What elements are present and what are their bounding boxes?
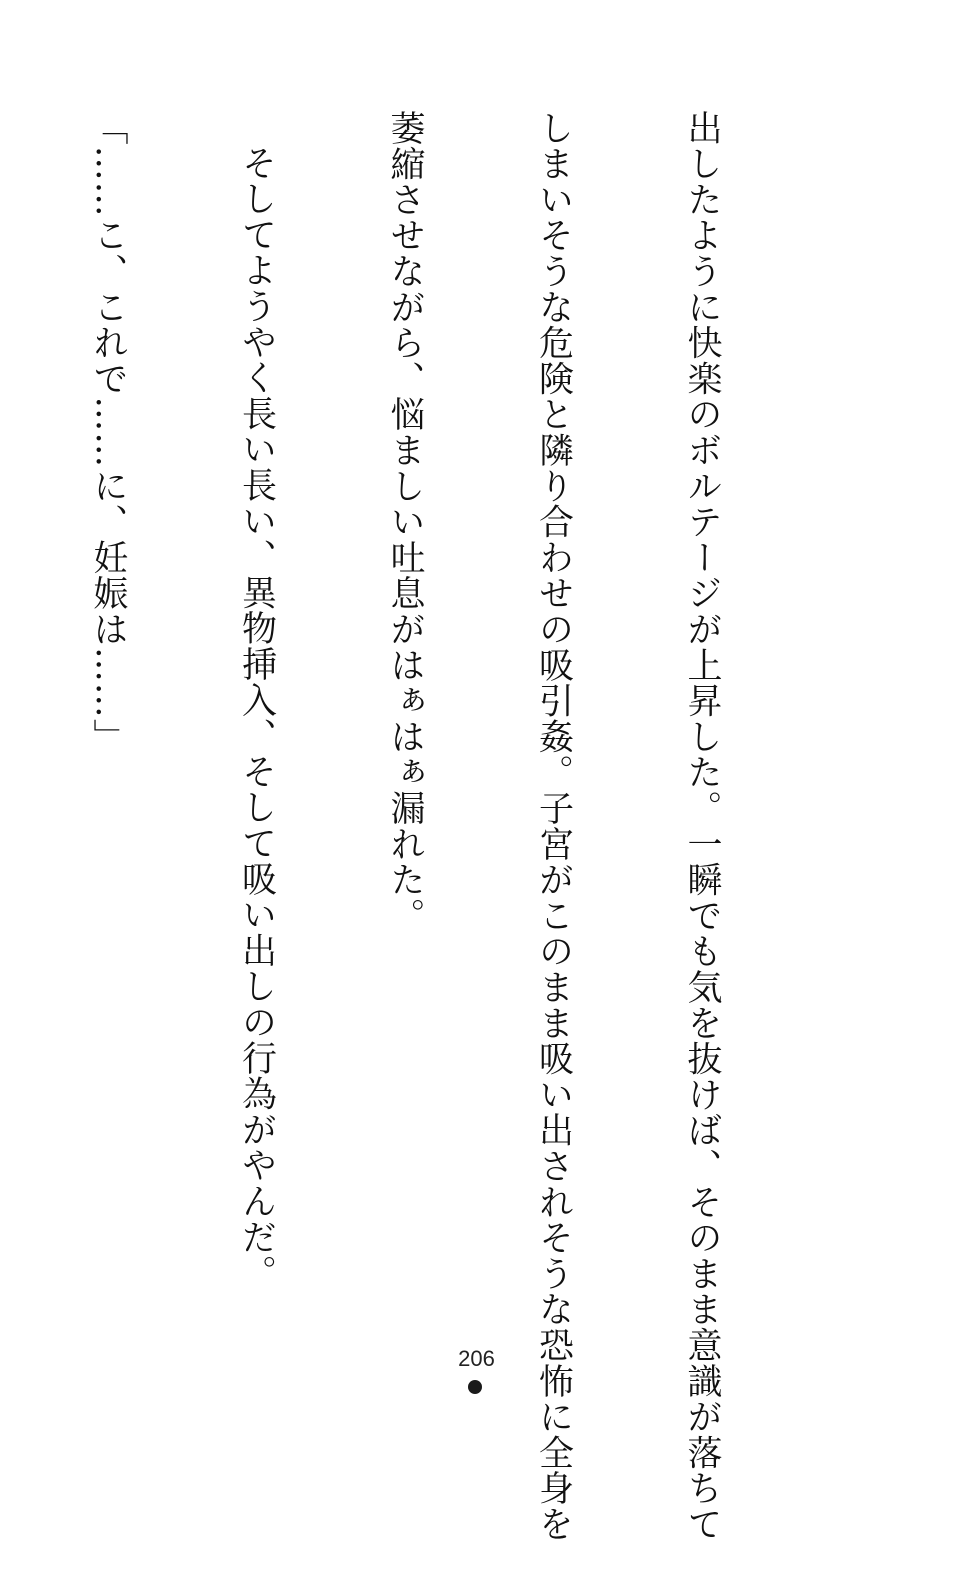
text-line: 出したように快楽のボルテージが上昇した。一瞬でも気を抜けば、そのまま意識が落ちて	[682, 110, 722, 1542]
text-line: 萎縮させながら、悩ましい吐息がはぁはぁ漏れた。	[385, 110, 425, 934]
text-line: そしてようやく長い長い、異物挿入、そして吸い出しの行為がやんだ。	[236, 145, 277, 1291]
page-number: 206	[458, 1346, 495, 1371]
text-line: しまいそうな危険と隣り合わせの吸引姦。子宮がこのまま吸い出されそうな恐怖に全身を	[533, 110, 574, 1542]
page-marker-dot-icon	[468, 1380, 482, 1394]
dialogue-line: 「……こ、これで……に、妊娠は……」	[88, 110, 128, 755]
